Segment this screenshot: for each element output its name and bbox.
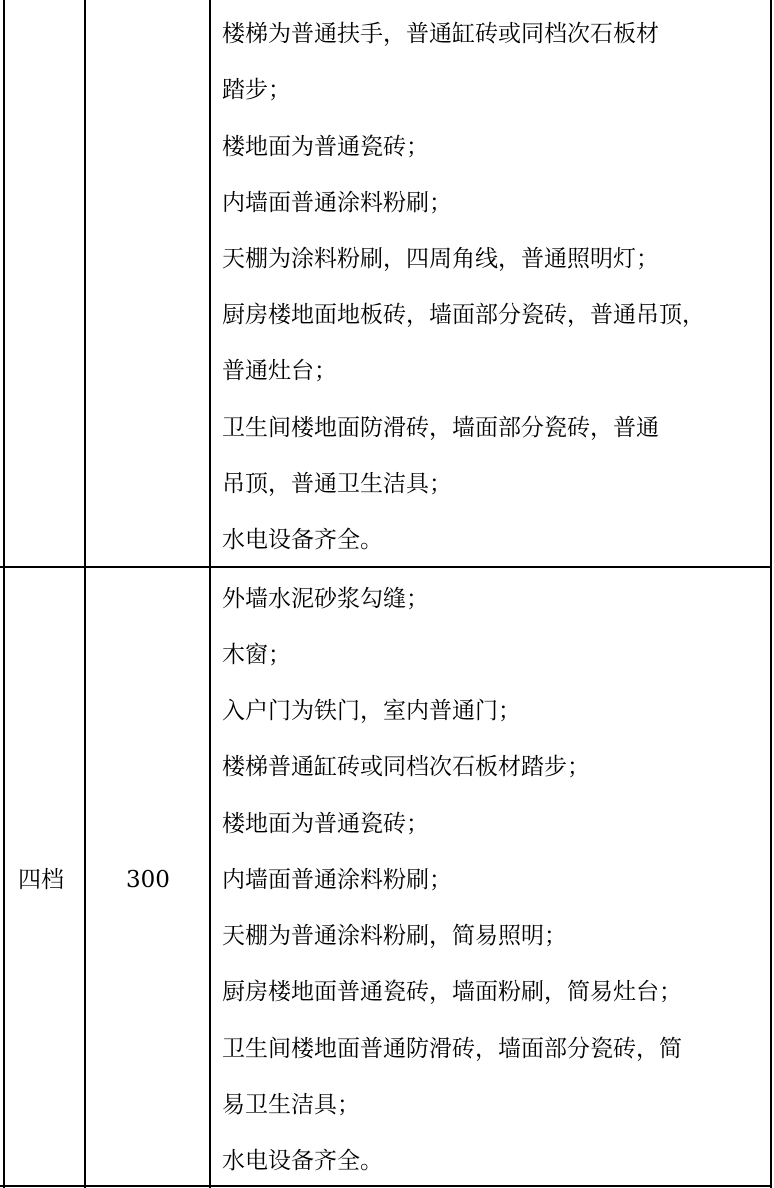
table-border-col1 xyxy=(84,0,86,1188)
grade-cell: 四档 xyxy=(18,867,64,893)
spec-line: 楼地面为普通瓷砖； xyxy=(222,811,429,837)
spec-line: 水电设备齐全。 xyxy=(222,527,383,553)
table-border-col2 xyxy=(209,0,211,1188)
value-cell: 300 xyxy=(126,867,170,893)
spec-line: 卫生间楼地面普通防滑砖，墙面部分瓷砖，简 xyxy=(222,1036,682,1062)
spec-line: 厨房楼地面普通瓷砖，墙面粉刷，简易灶台； xyxy=(222,979,682,1005)
spec-line: 内墙面普通涂料粉刷； xyxy=(222,867,452,893)
spec-line: 厨房楼地面地板砖，墙面部分瓷砖，普通吊顶， xyxy=(222,302,705,328)
table-border-right xyxy=(770,0,772,1188)
spec-line: 楼梯普通缸砖或同档次石板材踏步； xyxy=(222,754,590,780)
spec-line: 卫生间楼地面防滑砖，墙面部分瓷砖，普通 xyxy=(222,415,659,441)
spec-line: 入户门为铁门，室内普通门； xyxy=(222,698,521,724)
spec-line: 楼梯为普通扶手，普通缸砖或同档次石板材 xyxy=(222,21,659,47)
spec-line: 内墙面普通涂料粉刷； xyxy=(222,190,452,216)
spec-line: 楼地面为普通瓷砖； xyxy=(222,134,429,160)
table-border-bottom xyxy=(0,1185,772,1187)
table-border-left xyxy=(3,0,5,1188)
spec-line: 天棚为普通涂料粉刷，简易照明； xyxy=(222,923,567,949)
spec-line: 吊顶，普通卫生洁具； xyxy=(222,471,452,497)
spec-line: 水电设备齐全。 xyxy=(222,1148,383,1174)
spec-line: 天棚为涂料粉刷，四周角线，普通照明灯； xyxy=(222,246,659,272)
spec-line: 木窗； xyxy=(222,642,291,668)
row-divider xyxy=(0,566,772,568)
spec-line: 踏步； xyxy=(222,77,291,103)
spec-line: 外墙水泥砂浆勾缝； xyxy=(222,586,429,612)
spec-line: 普通灶台； xyxy=(222,358,337,384)
spec-line: 易卫生洁具； xyxy=(222,1092,360,1118)
